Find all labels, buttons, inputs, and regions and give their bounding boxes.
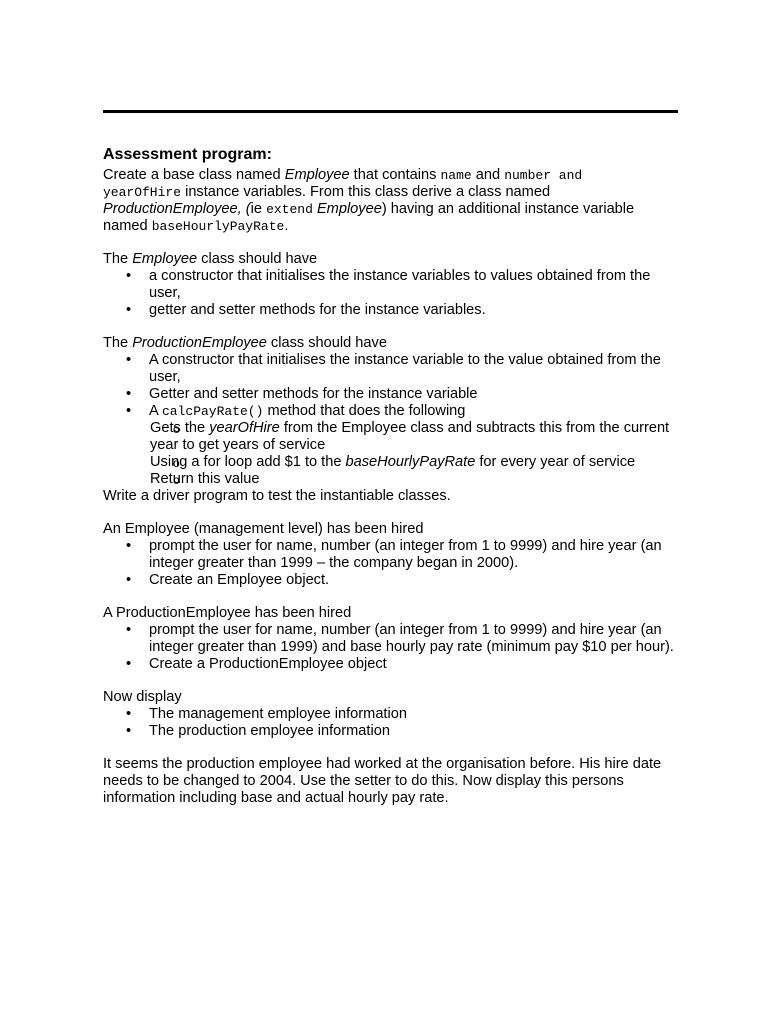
intro-text: . (284, 218, 289, 234)
heading: Assessment program: (103, 146, 272, 163)
list-item: • Getter and setter methods for the instance variable (103, 386, 678, 403)
class-employee: Employee (316, 201, 382, 217)
production-section-lead: The ProductionEmployee class should have (103, 335, 387, 351)
driver-program-line: Write a driver program to test the instantiable classes. (103, 488, 451, 504)
intro-text: ) having an additional instance variable (381, 201, 635, 217)
management-section-lead: An Employee (management level) has been hired (103, 521, 424, 537)
intro-text: named (103, 218, 152, 234)
intro-text: Create a base class named (103, 167, 285, 183)
list-item: • A constructor that initialises the instance variable to the value obtained from the user, (103, 352, 678, 386)
list-item-calcpayrate: • A calcPayRate() method that does the following o Gets the yearOfHire from the Employee class and subtracts this from the current year to get years of service o Using a for loop add $1 to the baseHourlyPayRate for every year of service o Return this value (103, 403, 678, 488)
calcpayrate-steps (149, 420, 678, 488)
employee-requirements-list (103, 268, 678, 319)
management-steps-list (103, 538, 678, 589)
list-item: • prompt the user for name, number (an integer from 1 to 9999) and hire year (an integer greater than 1999) and base hourly pay rate (minimum pay $10 per hour). (103, 622, 678, 656)
code-number: number and (504, 168, 583, 183)
list-item: • The production employee information (103, 723, 678, 740)
intro-text: instance variables. From this class derive a class named (181, 184, 551, 200)
class-employee: Employee (132, 251, 198, 267)
class-productionemployee: ProductionEmployee (132, 335, 267, 351)
code-extend: extend (266, 202, 313, 217)
employee-section-lead: The Employee class should have (103, 251, 318, 267)
sub-list-item: o Gets the yearOfHire from the Employee class and subtracts this from the current year to get years of service (103, 420, 678, 454)
closing-paragraph: It seems the production employee had worked at the organisation before. His hire date needs to be changed to 2004. Use the setter to do this. Now display this persons information including base and actual hourly pay rate. (103, 756, 662, 806)
production-requirements-list (103, 352, 678, 488)
code-calcpayrate: calcPayRate() (161, 404, 264, 419)
list-item: • prompt the user for name, number (an integer from 1 to 9999) and hire year (an integer greater than 1999 – the company began in 2000). (103, 538, 678, 572)
display-section-lead: Now display (103, 689, 182, 705)
list-item: • The management employee information (103, 706, 678, 723)
intro-paragraph (103, 167, 678, 235)
production-hire-steps-list (103, 622, 678, 673)
intro-text: that contains (349, 167, 441, 183)
production-hire-lead: A ProductionEmployee has been hired (103, 605, 352, 621)
class-productionemployee: ProductionEmployee, ( (103, 201, 251, 217)
code-name: name (440, 168, 472, 183)
intro-text: and (471, 167, 505, 183)
list-item: • Create an Employee object. (103, 572, 678, 589)
document-body (103, 145, 678, 807)
display-list (103, 706, 678, 740)
list-item: • getter and setter methods for the instance variables. (103, 302, 678, 319)
list-item: • a constructor that initialises the instance variables to values obtained from the user, (103, 268, 678, 302)
code-yearofhire: yearOfHire (103, 185, 182, 200)
list-item: • Create a ProductionEmployee object (103, 656, 678, 673)
class-employee: Employee (284, 167, 350, 183)
sub-list-item: o Using a for loop add $1 to the baseHourlyPayRate for every year of service (103, 454, 678, 471)
code-basehourlypayrate: baseHourlyPayRate (151, 219, 285, 234)
intro-text: ie (250, 201, 267, 217)
top-rule (103, 110, 678, 113)
sub-list-item: o Return this value (103, 471, 678, 488)
